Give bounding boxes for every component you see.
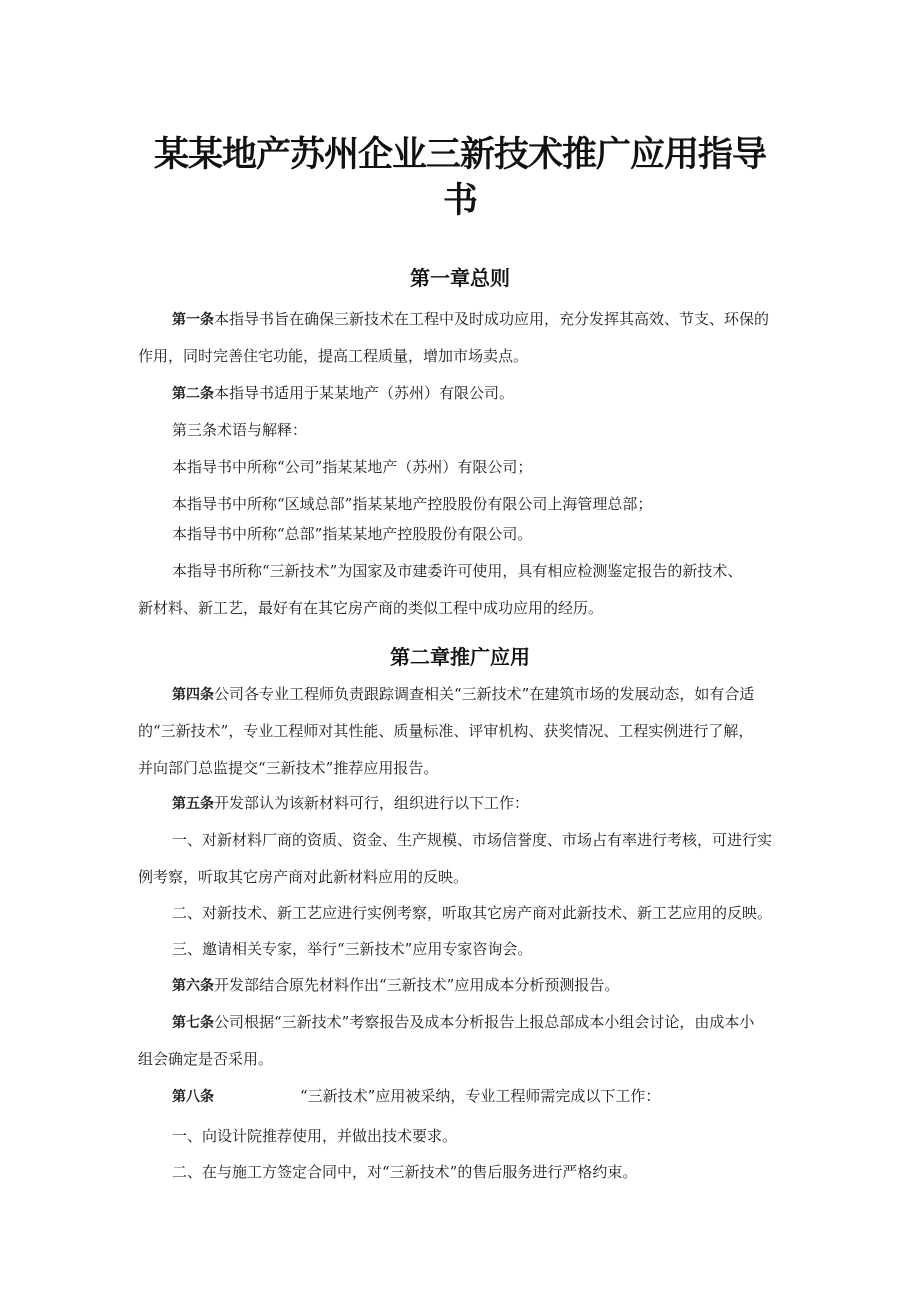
article-7-text-line1: 公司根据“三新技术”考察报告及成本分析报告上报总部成本小组会讨论，由成本小 [214, 1013, 755, 1031]
article-8-text: “三新技术”应用被采纳，专业工程师需完成以下工作： [300, 1087, 661, 1105]
chapter-1-heading: 第一章总则 [410, 266, 510, 290]
definition-1 [138, 449, 788, 486]
document-title [140, 132, 780, 224]
article-5-item-1-line2: 例考察，听取其它房产商对此新材料应用的反映。 [138, 868, 469, 886]
article-4-text-line2: 的“三新技术”，专业工程师对其性能、质量标准、评审机构、获奖情况、工程实例进行了解， [138, 722, 754, 740]
article-8-item-1 [138, 1118, 788, 1155]
article-4-text-line3: 并向部门总监提交“三新技术”推荐应用报告。 [138, 759, 439, 777]
article-8-item-1-text: 一、向设计院推荐使用，并做出技术要求。 [172, 1127, 458, 1145]
article-6-text: 开发部结合原先材料作出“三新技术”应用成本分析预测报告。 [214, 976, 620, 994]
article-5-item-1 [138, 822, 788, 896]
article-8-label: 第八条 [172, 1089, 214, 1105]
definition-1-text: 本指导书中所称“公司”指某某地产（苏州）有限公司； [172, 458, 533, 476]
article-5-item-2-text: 二、对新技术、新工艺应进行实例考察，听取其它房产商对此新技术、新工艺应用的反映。 [172, 904, 773, 922]
article-5-label: 第五条 [172, 796, 214, 812]
article-2-label: 第二条 [172, 386, 214, 402]
article-4-text-line1: 公司各专业工程师负责跟踪调查相关“三新技术”在建筑市场的发展动态，如有合适 [214, 685, 755, 703]
document-title-line1: 某某地产苏州企业三新技术推广应用指导 [153, 135, 766, 175]
article-5-item-1-line1: 一、对新材料厂商的资质、资金、生产规模、市场信誉度、市场占有率进行考核，可进行实 [172, 831, 773, 849]
article-6-label: 第六条 [172, 978, 214, 994]
article-3-text: 第三条术语与解释： [172, 421, 308, 439]
article-1 [138, 301, 788, 375]
document-title-line2: 书 [442, 181, 477, 221]
definition-3-text: 本指导书中所称“总部”指某某地产控股股份有限公司。 [172, 525, 533, 543]
article-1-text-line1: 本指导书旨在确保三新技术在工程中及时成功应用，充分发挥其高效、节支、环保的 [214, 310, 770, 328]
article-3 [138, 412, 788, 449]
article-4-label: 第四条 [172, 687, 214, 703]
article-5-item-3-text: 三、邀请相关专家，举行“三新技术”应用专家咨询会。 [172, 940, 533, 958]
article-8-item-2 [138, 1154, 788, 1191]
article-2-text: 本指导书适用于某某地产（苏州）有限公司。 [214, 384, 515, 402]
article-4 [138, 676, 788, 787]
definition-4 [138, 553, 788, 627]
article-8-item-2-text: 二、在与施工方签定合同中，对“三新技术”的售后服务进行严格约束。 [172, 1163, 638, 1181]
chapter-2-heading: 第二章推广应用 [390, 645, 530, 669]
article-6 [138, 967, 788, 1004]
article-7-label: 第七条 [172, 1015, 214, 1031]
definition-4-text-line2: 新材料、新工艺，最好有在其它房产商的类似工程中成功应用的经历。 [138, 599, 604, 617]
definition-3 [138, 516, 788, 553]
article-7 [138, 1004, 788, 1078]
article-1-text-line2: 作用，同时完善住宅功能，提高工程质量，增加市场卖点。 [138, 347, 529, 365]
article-7-text-line2: 组会确定是否采用。 [138, 1050, 274, 1068]
article-2 [138, 375, 788, 412]
definition-2-text: 本指导书中所称“区域总部”指某某地产控股股份有限公司上海管理总部； [172, 495, 653, 513]
article-5-item-3 [138, 931, 788, 968]
definition-4-text-line1: 本指导书所称“三新技术”为国家及市建委许可使用，具有相应检测鉴定报告的新技术、 [172, 562, 743, 580]
article-5-text: 开发部认为该新材料可行，组织进行以下工作： [214, 794, 530, 812]
article-1-label: 第一条 [172, 312, 214, 328]
article-8 [138, 1078, 788, 1115]
article-5 [138, 785, 788, 822]
article-5-item-2 [138, 895, 788, 932]
